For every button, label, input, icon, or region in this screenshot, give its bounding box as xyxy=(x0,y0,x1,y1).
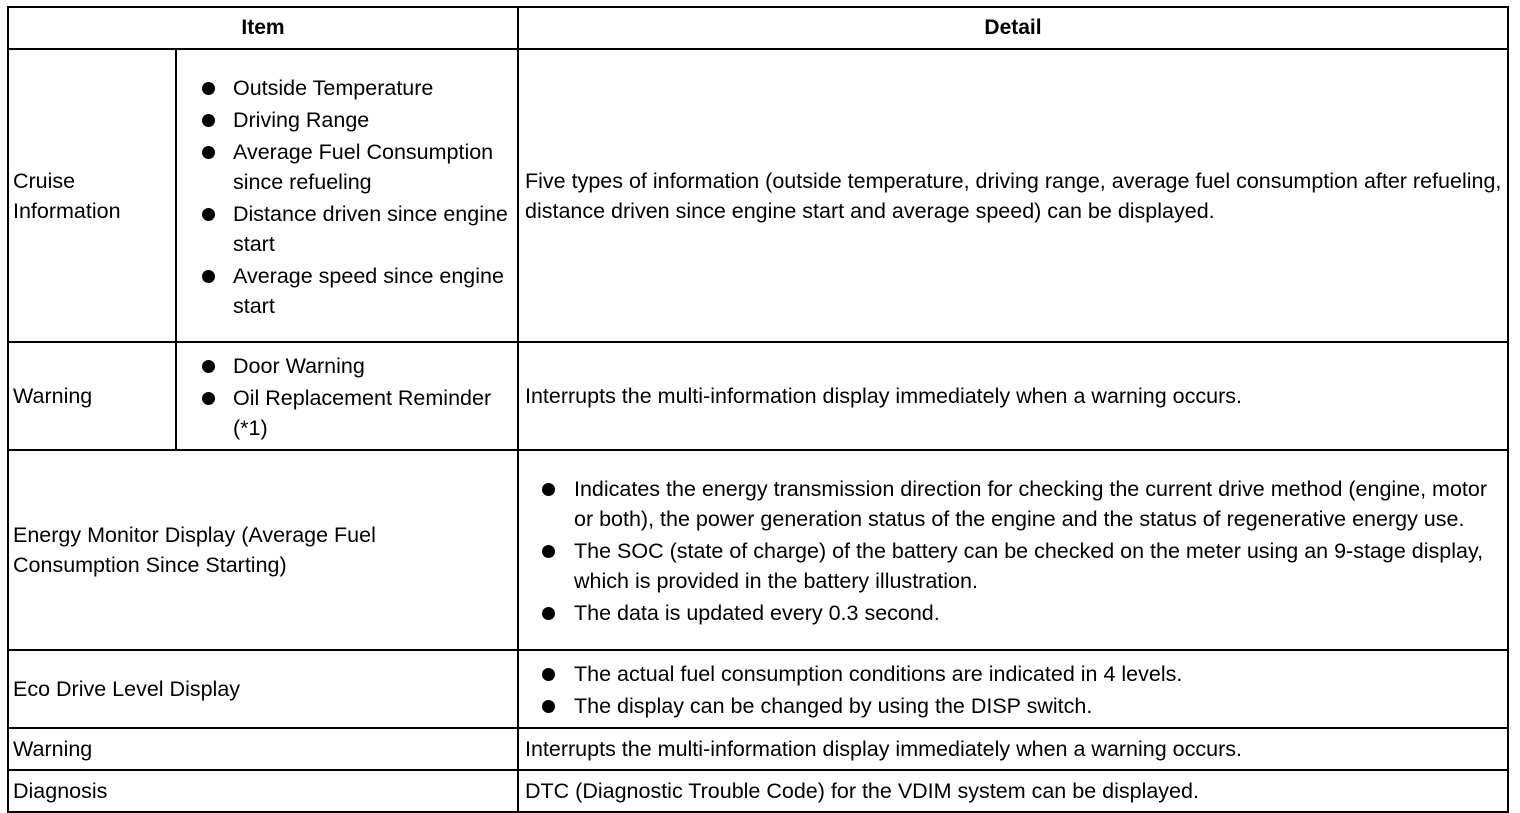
list-item: Average speed since engine start xyxy=(177,261,517,321)
eco-detail-list xyxy=(519,659,1503,721)
list-item: The actual fuel consumption conditions are indicated in 4 levels. xyxy=(519,659,1503,689)
warning-items-cell xyxy=(176,342,518,450)
table-row-warning xyxy=(8,342,1508,450)
table-row-cruise-information xyxy=(8,49,1508,342)
energy-detail-list xyxy=(519,474,1503,628)
detail-warning: Interrupts the multi-information display immediately when a warning occurs. xyxy=(518,342,1508,450)
category-eco-drive: Eco Drive Level Display xyxy=(8,650,518,728)
category-energy-monitor: Energy Monitor Display (Average Fuel Consumption Since Starting) xyxy=(8,450,518,650)
table-row-energy-monitor xyxy=(8,450,1508,650)
list-item: Indicates the energy transmission direction for checking the current drive method (engine, motor or both), the power generation status of the engine and the status of regenerative energy use. xyxy=(519,474,1503,534)
list-item: The SOC (state of charge) of the battery can be checked on the meter using an 9-stage display, which is provided in the battery illustration. xyxy=(519,536,1503,596)
list-item: Average Fuel Consumption since refueling xyxy=(177,137,517,197)
category-warning: Warning xyxy=(8,342,176,450)
category-warning-2: Warning xyxy=(8,728,518,770)
detail-diagnosis: DTC (Diagnostic Trouble Code) for the VDIM system can be displayed. xyxy=(518,770,1508,812)
category-cruise-information: Cruise Information xyxy=(8,49,176,342)
table-row-eco-drive xyxy=(8,650,1508,728)
header-item: Item xyxy=(8,7,518,49)
list-item: Driving Range xyxy=(177,105,517,135)
detail-energy-monitor-cell xyxy=(518,450,1508,650)
cruise-items-cell xyxy=(176,49,518,342)
list-item: Door Warning xyxy=(177,351,517,381)
list-item: The display can be changed by using the DISP switch. xyxy=(519,691,1503,721)
detail-cruise-information: Five types of information (outside temperature, driving range, average fuel consumption after refueling, distance driven since engine start and average speed) can be displayed. xyxy=(518,49,1508,342)
spec-table xyxy=(7,6,1509,813)
table-header-row xyxy=(8,7,1508,49)
detail-eco-drive-cell xyxy=(518,650,1508,728)
list-item: Oil Replacement Reminder (*1) xyxy=(177,383,517,443)
table-row-diagnosis xyxy=(8,770,1508,812)
list-item: The data is updated every 0.3 second. xyxy=(519,598,1503,628)
header-detail: Detail xyxy=(518,7,1508,49)
list-item: Outside Temperature xyxy=(177,73,517,103)
detail-warning-2: Interrupts the multi-information display immediately when a warning occurs. xyxy=(518,728,1508,770)
warning-items-list xyxy=(177,351,517,443)
table-row-warning-2 xyxy=(8,728,1508,770)
cruise-items-list xyxy=(177,73,517,321)
list-item: Distance driven since engine start xyxy=(177,199,517,259)
category-diagnosis: Diagnosis xyxy=(8,770,518,812)
